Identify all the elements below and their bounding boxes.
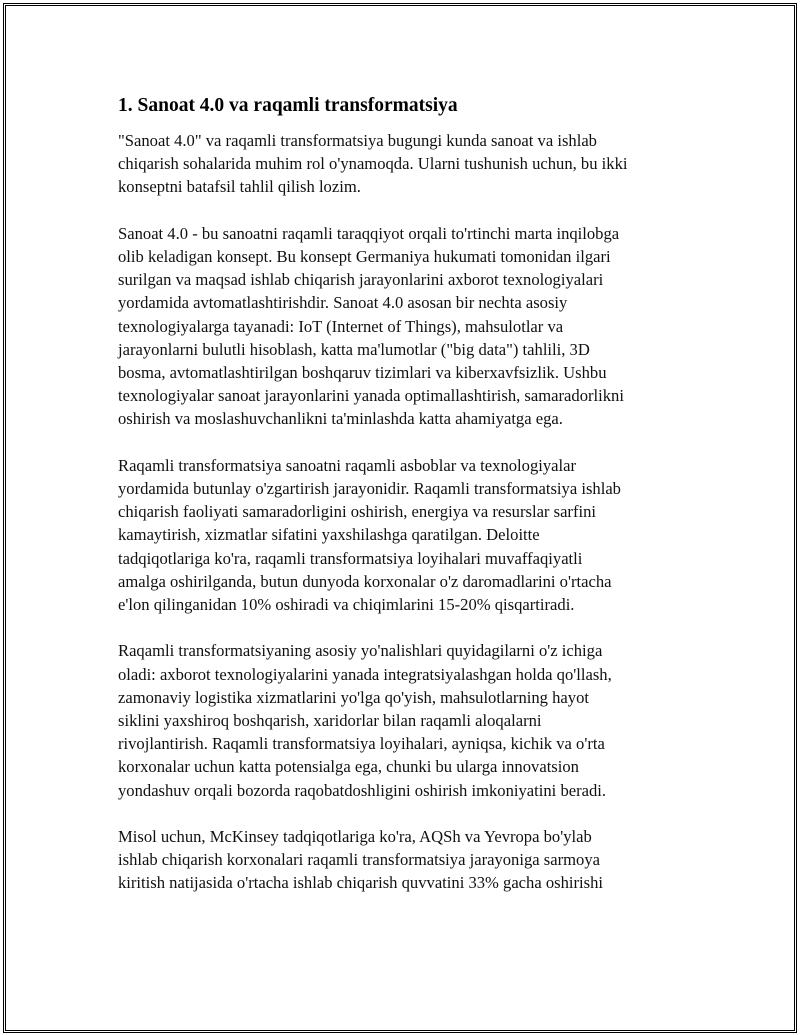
text-line: texnologiyalarga tayanadi: IoT (Internet of Things), mahsulotlar va xyxy=(118,316,564,336)
paragraph-5 xyxy=(118,825,698,895)
text-line: ishlab chiqarish korxonalari raqamli transformatsiya jarayoniga sarmoya xyxy=(118,850,600,870)
text-line: yondashuv orqali bozorda raqobatdoshligini oshirish imkoniyatini beradi. xyxy=(118,780,607,800)
text-line: yordamida avtomatlashtirishdir. Sanoat 4.0 asosan bir nechta asosiy xyxy=(118,293,568,313)
text-line: Sanoat 4.0 - bu sanoatni raqamli taraqqiyot orqali to'rtinchi marta inqilobga xyxy=(118,223,620,243)
text-line: oladi: axborot texnologiyalarini yanada integratsiyalashgan holda qo'llash, xyxy=(118,664,612,684)
text-line: korxonalar uchun katta potensialga ega, chunki bu ularga innovatsion xyxy=(118,757,579,777)
text-line: chiqarish faoliyati samaradorligini oshirish, energiya va resurslar sarfini xyxy=(118,502,597,522)
document-body xyxy=(118,93,698,918)
paragraph-1 xyxy=(118,129,698,199)
text-line: Raqamli transformatsiyaning asosiy yo'nalishlari quyidagilarni o'z ichiga xyxy=(118,641,603,661)
text-line: bosma, avtomatlashtirilgan boshqaruv tizimlari va kiberxavfsizlik. Ushbu xyxy=(118,363,607,383)
text-line: Misol uchun, McKinsey tadqiqotlariga ko'ra, AQSh va Yevropa bo'ylab xyxy=(118,827,592,847)
text-line: e'lon qilinganidan 10% oshiradi va chiqimlarini 15-20% qisqartiradi. xyxy=(118,595,575,615)
text-line: surilgan va maqsad ishlab chiqarish jarayonlarini axborot texnologiyalari xyxy=(118,270,604,290)
text-line: yordamida butunlay o'zgartirish jarayonidir. Raqamli transformatsiya ishlab xyxy=(118,479,621,499)
text-line: rivojlantirish. Raqamli transformatsiya loyihalari, ayniqsa, kichik va o'rta xyxy=(118,734,605,754)
text-line: zamonaviy logistika xizmatlarini yo'lga qo'yish, mahsulotlarning hayot xyxy=(118,687,589,707)
text-line: olib keladigan konsept. Bu konsept Germaniya hukumati tomonidan ilgari xyxy=(118,247,611,266)
section-heading: 1. Sanoat 4.0 va raqamli transformatsiya xyxy=(118,95,458,116)
text-line: konseptni batafsil tahlil qilish lozim. xyxy=(118,177,361,197)
text-line: "Sanoat 4.0" va raqamli transformatsiya bugungi kunda sanoat va ishlab xyxy=(118,131,597,150)
text-line: jarayonlarni bulutli hisoblash, katta ma'lumotlar ("big data") tahlili, 3D xyxy=(118,339,590,359)
paragraph-4 xyxy=(118,639,698,801)
text-line: kamaytirish, xizmatlar sifatini yaxshilashga qaratilgan. Deloitte xyxy=(118,525,540,545)
text-line: oshirish va moslashuvchanlikni ta'minlashda katta ahamiyatga ega. xyxy=(118,409,563,429)
text-line: chiqarish sohalarida muhim rol o'ynamoqda. Ularni tushunish uchun, bu ikki xyxy=(118,154,628,174)
paragraph-2 xyxy=(118,222,698,431)
paragraph-3 xyxy=(118,454,698,616)
text-line: tadqiqotlariga ko'ra, raqamli transformatsiya loyihalari muvaffaqiyatli xyxy=(118,548,583,568)
text-line: amalga oshirilganda, butun dunyoda korxonalar o'z daromadlarini o'rtacha xyxy=(118,571,612,591)
text-line: kiritish natijasida o'rtacha ishlab chiqarish quvvatini 33% gacha oshirishi xyxy=(118,873,604,893)
text-line: Raqamli transformatsiya sanoatni raqamli asboblar va texnologiyalar xyxy=(118,455,577,475)
text-line: texnologiyalar sanoat jarayonlarini yanada optimallashtirish, samaradorlikni xyxy=(118,386,624,406)
text-line: siklini yaxshiroq boshqarish, xaridorlar bilan raqamli aloqalarni xyxy=(118,711,542,731)
